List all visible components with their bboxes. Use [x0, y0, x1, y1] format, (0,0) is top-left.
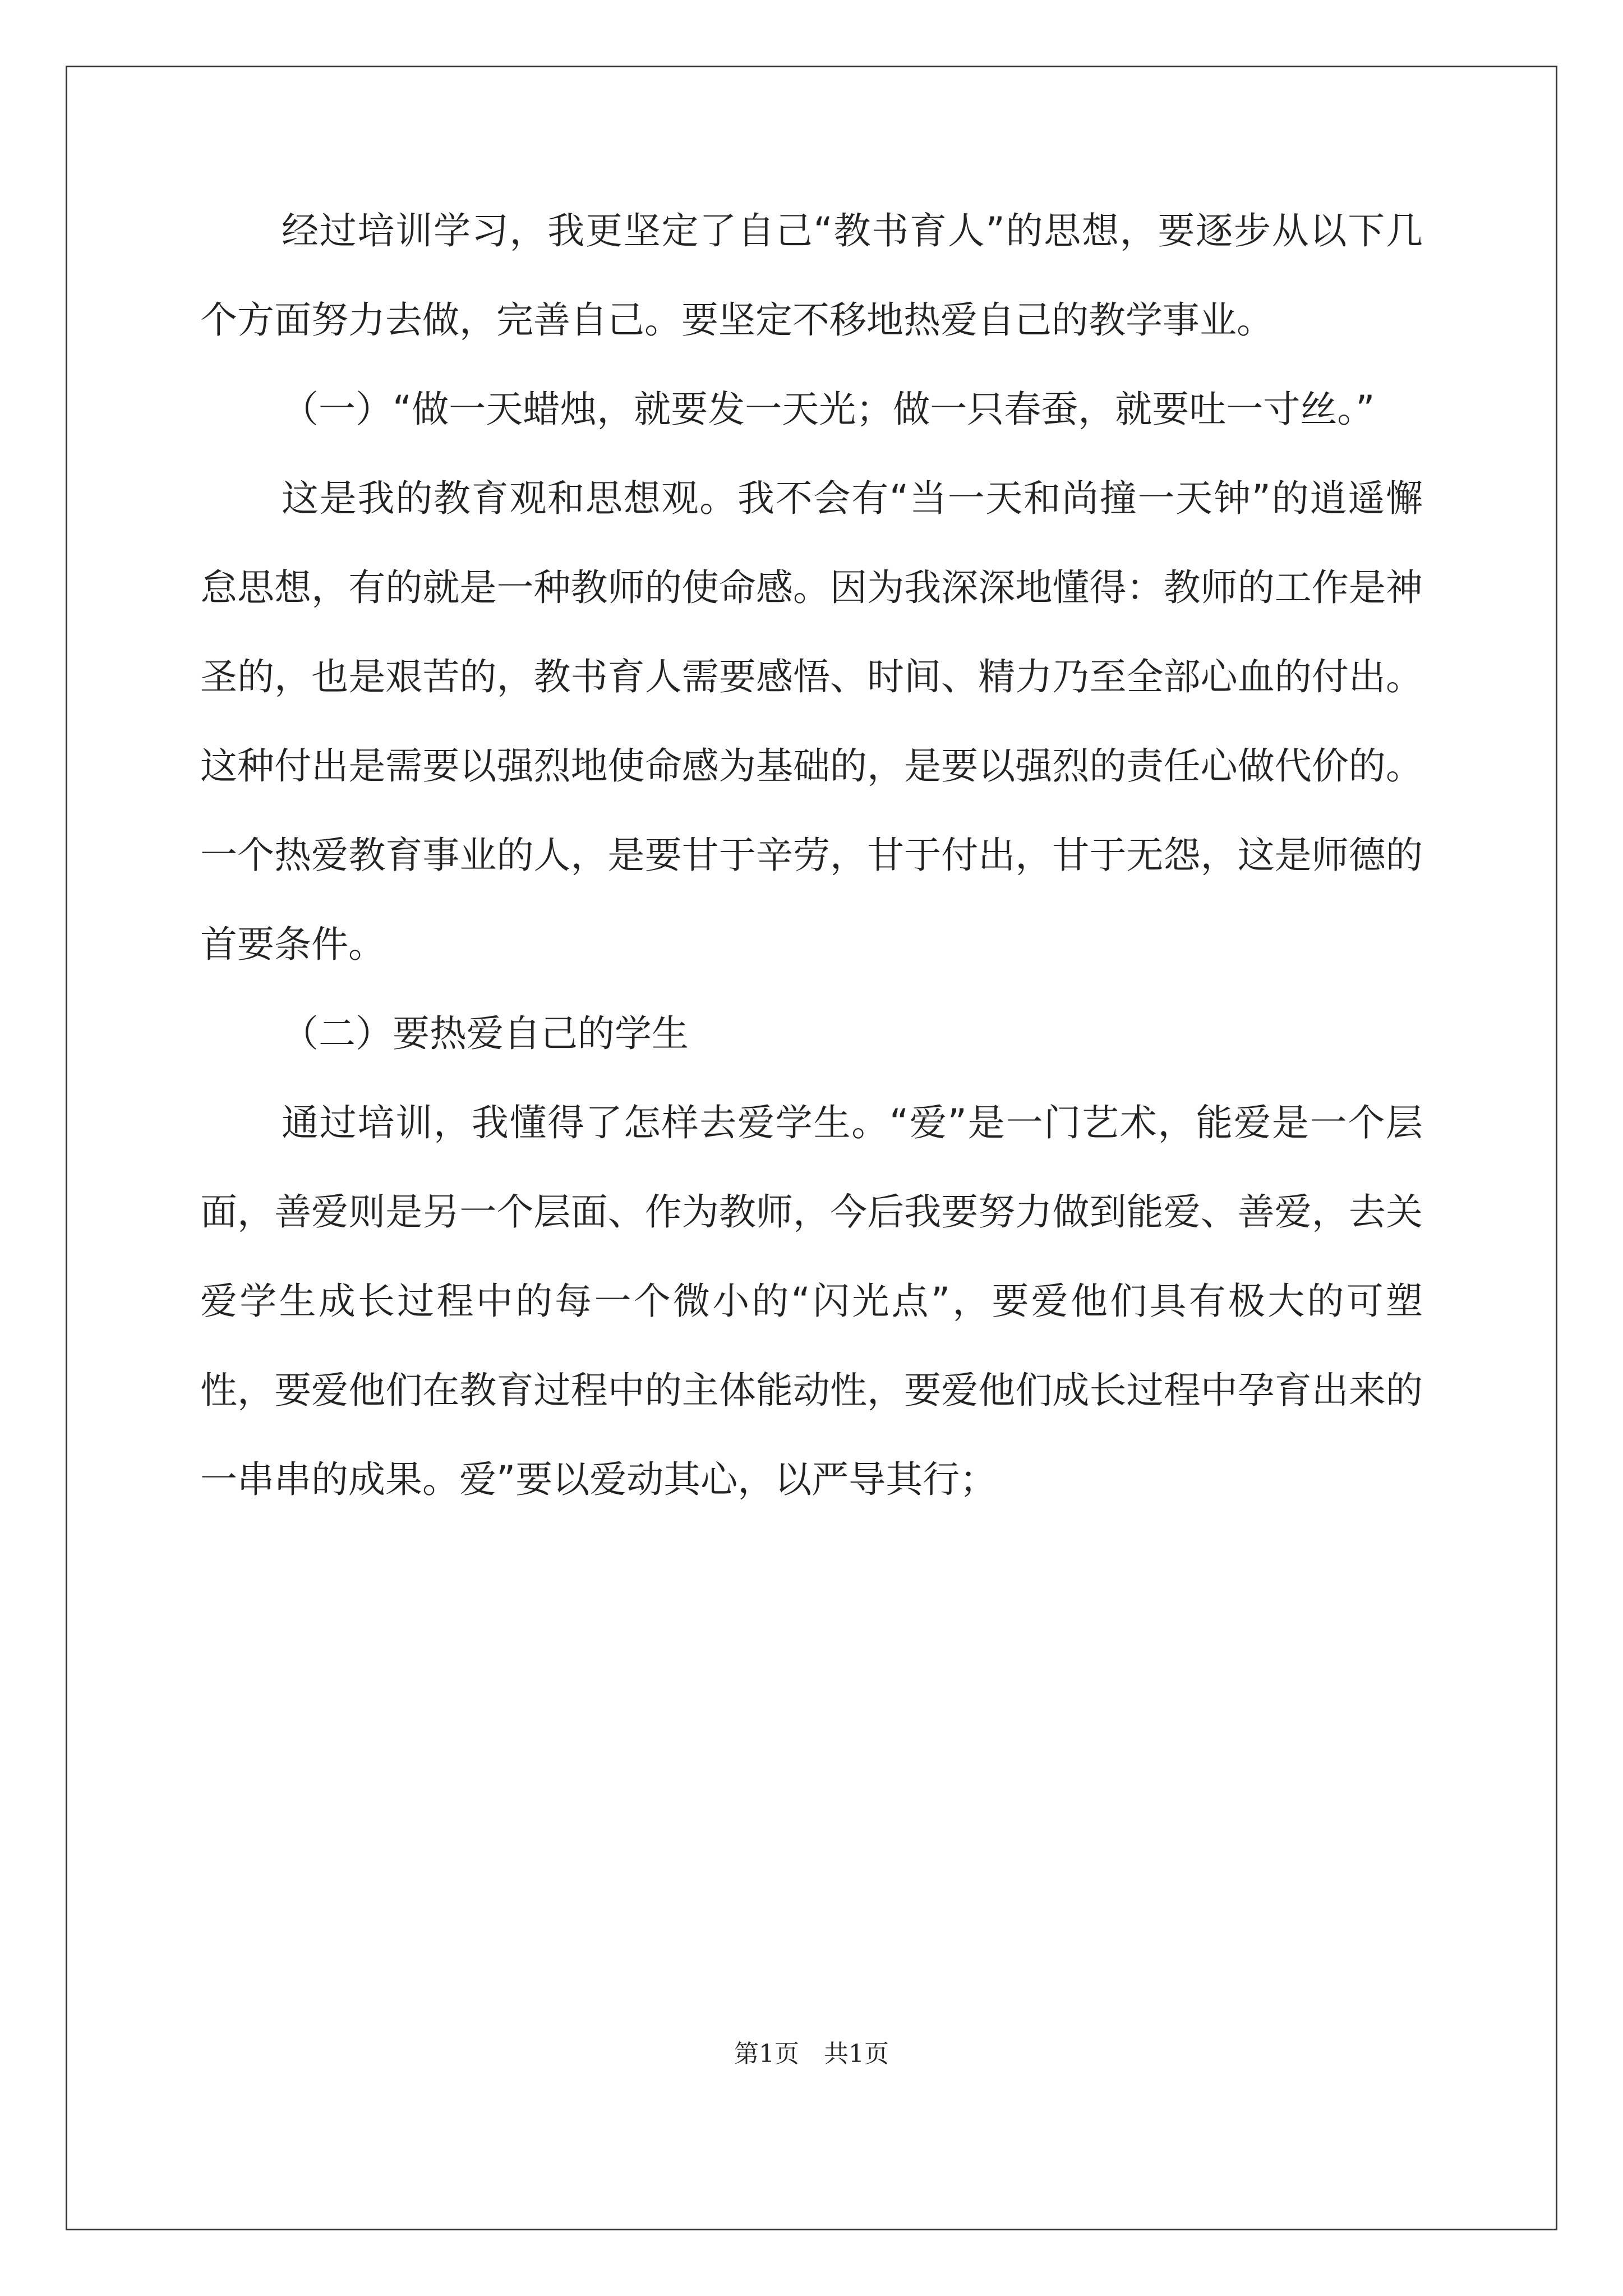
paragraph-1: 经过培训学习，我更坚定了自己“教书育人”的思想，要逐步从以下几个方面努力去做，完善自己。要坚定不移地热爱自己的教学事业。 — [200, 209, 1423, 342]
paragraph-4: （二）要热爱自己的学生 — [282, 1012, 689, 1055]
paragraph-3: 这是我的教育观和思想观。我不会有“当一天和尚撞一天钟”的逍遥懈怠思想，有的就是一种教师的使命感。因为我深深地懂得：教师的工作是神圣的，也是艰苦的，教书育人需要感悟、时间、精力乃至全部心血的付出。这种付出是需要以强烈地使命感为基础的，是要以强烈的责任心做代价的。一个热爱教育事业的人，是要甘于辛劳，甘于付出，甘于无怨，这是师德的首要条件。 — [200, 477, 1423, 966]
paragraph-2: （一）“做一天蜡烛，就要发一天光；做一只春蚕，就要吐一寸丝。” — [282, 388, 1375, 431]
paragraph-5: 通过培训，我懂得了怎样去爱学生。“爱”是一门艺术，能爱是一个层面，善爱则是另一个层面、作为教师，今后我要努力做到能爱、善爱，去关爱学生成长过程中的每一个微小的“闪光点”，要爱他们具有极大的可塑性，要爱他们在教育过程中的主体能动性，要爱他们成长过程中孕育出来的一串串的成果。爱”要以爱动其心，以严导其行； — [200, 1101, 1423, 1501]
document-body — [200, 186, 1423, 1524]
page-number-footer: 第1页 共1页 — [734, 2040, 889, 2068]
